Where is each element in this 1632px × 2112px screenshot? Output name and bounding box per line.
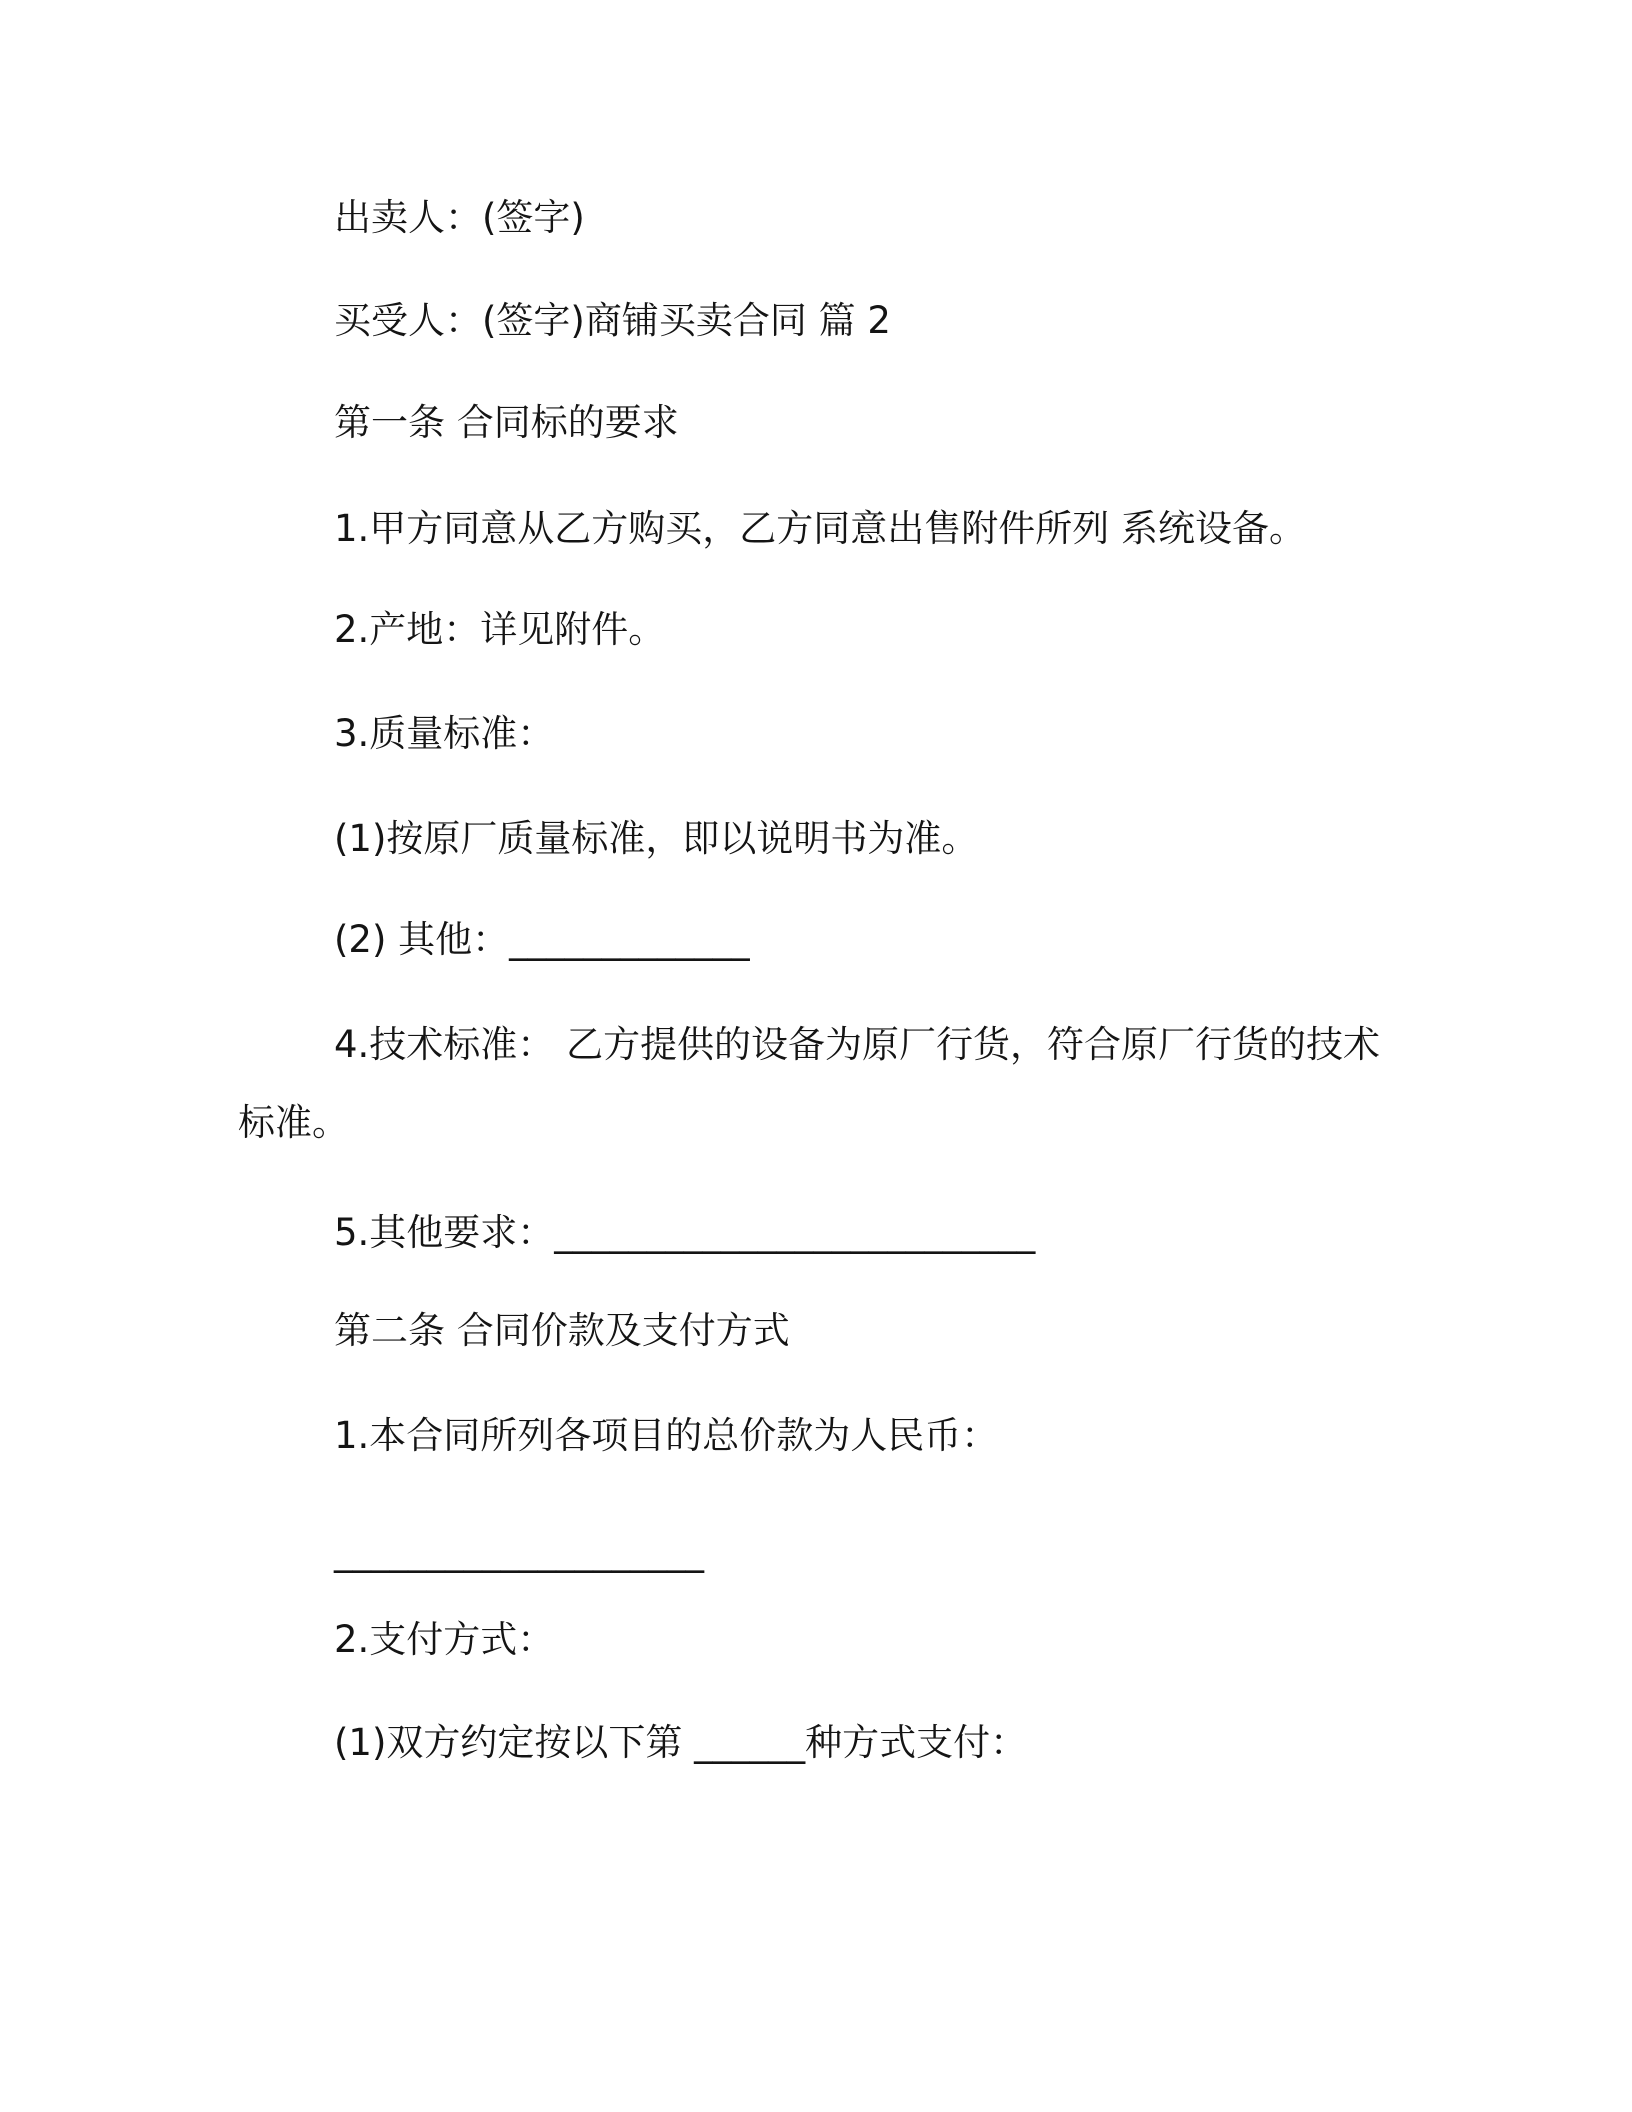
- seller-signature-line: 出卖人：(签字): [334, 196, 585, 239]
- clause-1-3-1: (1)按原厂质量标准，即以说明书为准。: [334, 817, 979, 860]
- article-1-heading: 第一条 合同标的要求: [334, 401, 679, 444]
- clause-1-3-2: (2) 其他：_____________: [334, 918, 750, 961]
- clause-1-4: 4.技术标准： 乙方提供的设备为原厂行货，符合原厂行货的技术: [334, 1023, 1381, 1066]
- clause-1-5: 5.其他要求：__________________________: [334, 1211, 1036, 1254]
- clause-2-2: 2.支付方式：: [334, 1618, 555, 1661]
- clause-2-1: 1.本合同所列各项目的总价款为人民币：: [334, 1414, 999, 1457]
- clause-1-3: 3.质量标准：: [334, 712, 555, 755]
- clause-1-4-continued: 标准。: [238, 1101, 349, 1144]
- clause-2-2-1: (1)双方约定按以下第 ______种方式支付：: [334, 1721, 1028, 1764]
- article-2-heading: 第二条 合同价款及支付方式: [334, 1309, 790, 1352]
- total-price-blank: ____________________: [334, 1530, 704, 1573]
- clause-1-2: 2.产地：详见附件。: [334, 608, 666, 651]
- clause-1-1: 1.甲方同意从乙方购买，乙方同意出售附件所列 系统设备。: [334, 507, 1307, 550]
- buyer-signature-line: 买受人：(签字)商铺买卖合同 篇 2: [334, 299, 891, 342]
